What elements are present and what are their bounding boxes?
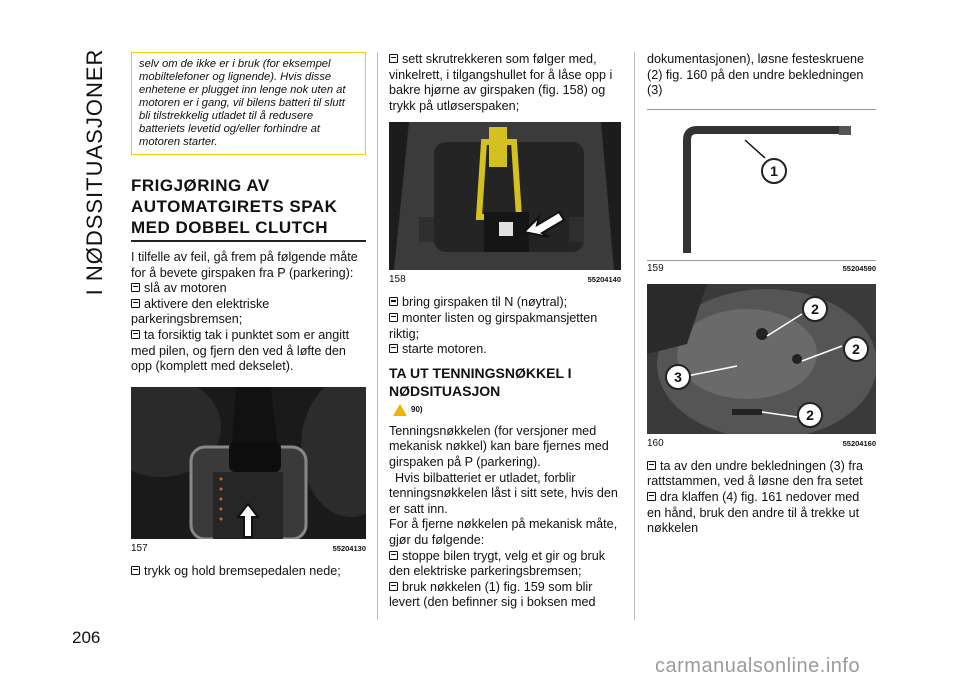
bullet-icon — [131, 330, 140, 339]
callout-1: 1 — [761, 158, 787, 184]
bullet-icon — [131, 283, 140, 292]
bullet-icon — [389, 54, 398, 63]
bullet-icon — [389, 297, 398, 306]
list-item: stoppe bilen trygt, velg et gir og bruk den elektriske parkeringsbremsen; — [389, 548, 606, 579]
column-divider — [377, 52, 378, 620]
warning-triangle-icon — [393, 404, 407, 416]
bullet-icon — [389, 582, 398, 591]
paragraph: dokumentasjonen), løsne festeskruene (2) fig. 160 på den undre bekledningen (3) — [647, 52, 865, 98]
bullet-icon — [647, 492, 656, 501]
list-item: slå av motoren — [131, 281, 366, 297]
list-item: bruk nøkkelen (1) fig. 159 som blir levert (den befinner sig i boksen med — [389, 579, 596, 610]
callout-2: 2 — [802, 296, 828, 322]
warning-box: selv om de ikke er i bruk (for eksempel mobiltelefoner og lignende). Hvis disse enhetene er plugget inn lenge nok uten at motoren er i gang, vil bilens batteri til slutt bli tilstrekkelig utladet til å redusere batteriets levetid og/eller forhindre at motoren starter. — [131, 52, 366, 155]
list-item: monter listen og girspakmansjetten riktig; — [389, 310, 598, 341]
callout-2: 2 — [843, 336, 869, 362]
paragraph: Tenningsnøkkelen (for versjoner med mekanisk nøkkel) kan bare fjernes med girspaken på P (parkering). — [389, 423, 609, 469]
list-item: trykk og hold bremsepedalen nede; — [131, 564, 366, 580]
bullet-icon — [389, 313, 398, 322]
callout-2: 2 — [797, 402, 823, 428]
list-item: starte motoren. — [389, 342, 621, 358]
list-item: ta forsiktig tak i punktet som er angitt med pilen, og fjern den ved å løfte den opp (komplett med dekselet). — [131, 327, 350, 374]
column-2 — [389, 52, 621, 611]
list-item: bring girspaken til N (nøytral); — [389, 295, 621, 311]
figure-caption: 160 55204160 — [647, 437, 876, 449]
column-3 — [647, 52, 876, 537]
list-item: sett skrutrekkeren som følger med, vinkelrett, i tilgangshullet for å låse opp i bakre hjørne av girspaken (fig. 158) og trykk på utløserspaken; — [389, 52, 613, 113]
figure-158-image — [389, 122, 621, 270]
list-item: dra klaffen (4) fig. 161 nedover med en hånd, bruk den andre til å trekke ut nøkkelen — [647, 489, 860, 536]
figure-caption: 159 55204590 — [647, 260, 876, 274]
bullet-icon — [647, 461, 656, 470]
list-item: aktivere den elektriske parkeringsbremsen; — [131, 296, 270, 327]
bullet-icon — [389, 551, 398, 560]
figure-160-image — [647, 284, 876, 434]
callout-3: 3 — [665, 364, 691, 390]
column-1 — [131, 52, 366, 579]
figure-caption: 157 55204130 — [131, 542, 366, 554]
figure-caption: 158 55204140 — [389, 274, 621, 286]
bullet-icon — [389, 344, 398, 353]
section-side-title: I NØDSSITUASJONER — [82, 48, 107, 296]
paragraph: Hvis bilbatteriet er utladet, forblir tenningsnøkkelen låst i sitt sete, hvis den er satt inn. — [389, 470, 618, 516]
bullet-icon — [131, 299, 140, 308]
watermark: carmanualsonline.info — [655, 655, 861, 677]
paragraph: For å fjerne nøkkelen på mekanisk måte, gjør du følgende: — [389, 517, 618, 547]
list-item: ta av den undre bekledningen (3) fra rattstammen, ved å løsne den fra setet — [647, 458, 864, 489]
bullet-icon — [131, 566, 140, 575]
figure-157-image — [131, 387, 366, 539]
section-heading: TA UT TENNINGSNØKKEL I NØDSITUASJON — [389, 364, 572, 399]
warning-reference: 90) — [393, 404, 621, 416]
figure-159-image — [647, 118, 876, 258]
intro-paragraph: I tilfelle av feil, gå frem på følgende måte for å bevete girspaken fra P (parkering): — [131, 250, 358, 280]
column-divider — [634, 52, 635, 620]
section-heading: FRIGJØRING AV AUTOMATGIRETS SPAK MED DOBBEL CLUTCH — [131, 175, 366, 242]
page-number: 206 — [72, 628, 101, 647]
